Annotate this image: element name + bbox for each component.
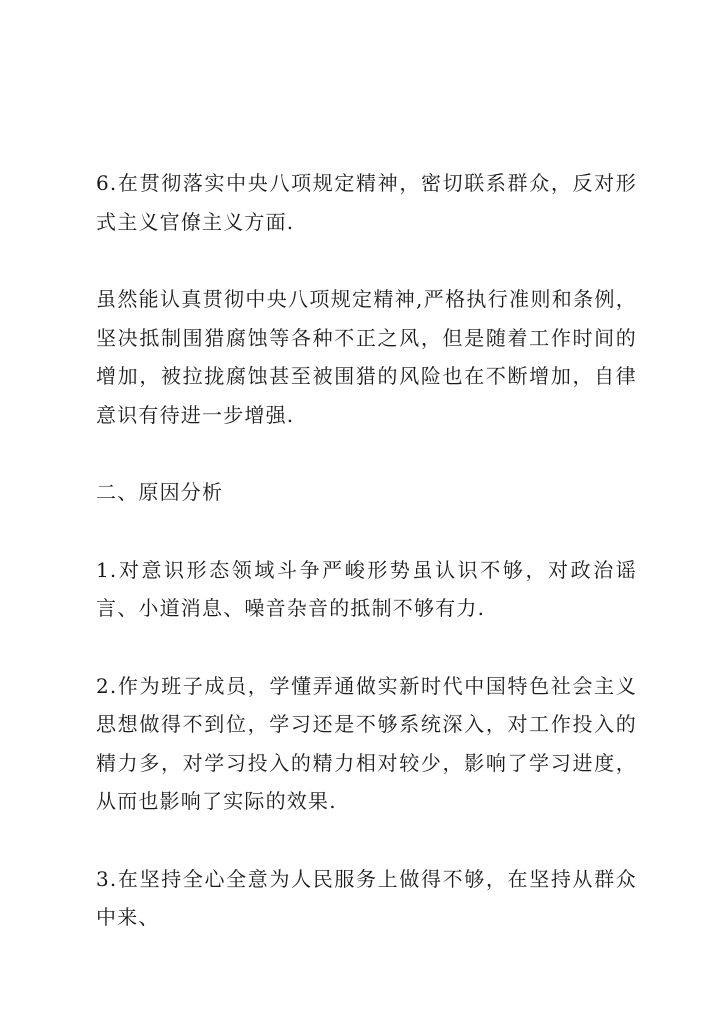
paragraph-cause-1: 1.对意识形态领域斗争严峻形势虽认识不够，对政治谣言、小道消息、噪音杂音的抵制不够有力.: [96, 557, 637, 620]
paragraph-cause-2: 2.作为班子成员，学懂弄通做实新时代中国特色社会主义思想做得不到位，学习还是不够系统深入，对工作投入的精力多，对学习投入的精力相对较少，影响了学习进度，从而也影响了实际的效果.: [96, 673, 637, 813]
paragraph-cause-3: 3.在坚持全心全意为人民服务上做得不够，在坚持从群众中来、: [96, 866, 637, 929]
document-body: [96, 164, 637, 976]
paragraph-item-6: 6.在贯彻落实中央八项规定精神，密切联系群众，反对形式主义官僚主义方面.: [96, 171, 637, 234]
paragraph-item-6-body: 虽然能认真贯彻中央八项规定精神,严格执行准则和条例，坚决抵制围猎腐蚀等各种不正之风，但是随着工作时间的增加，被拉拢腐蚀甚至被围猎的风险也在不断增加，自律意识有待进一步增强.: [96, 287, 637, 427]
section-heading-cause-analysis: 二、原因分析: [96, 480, 224, 504]
